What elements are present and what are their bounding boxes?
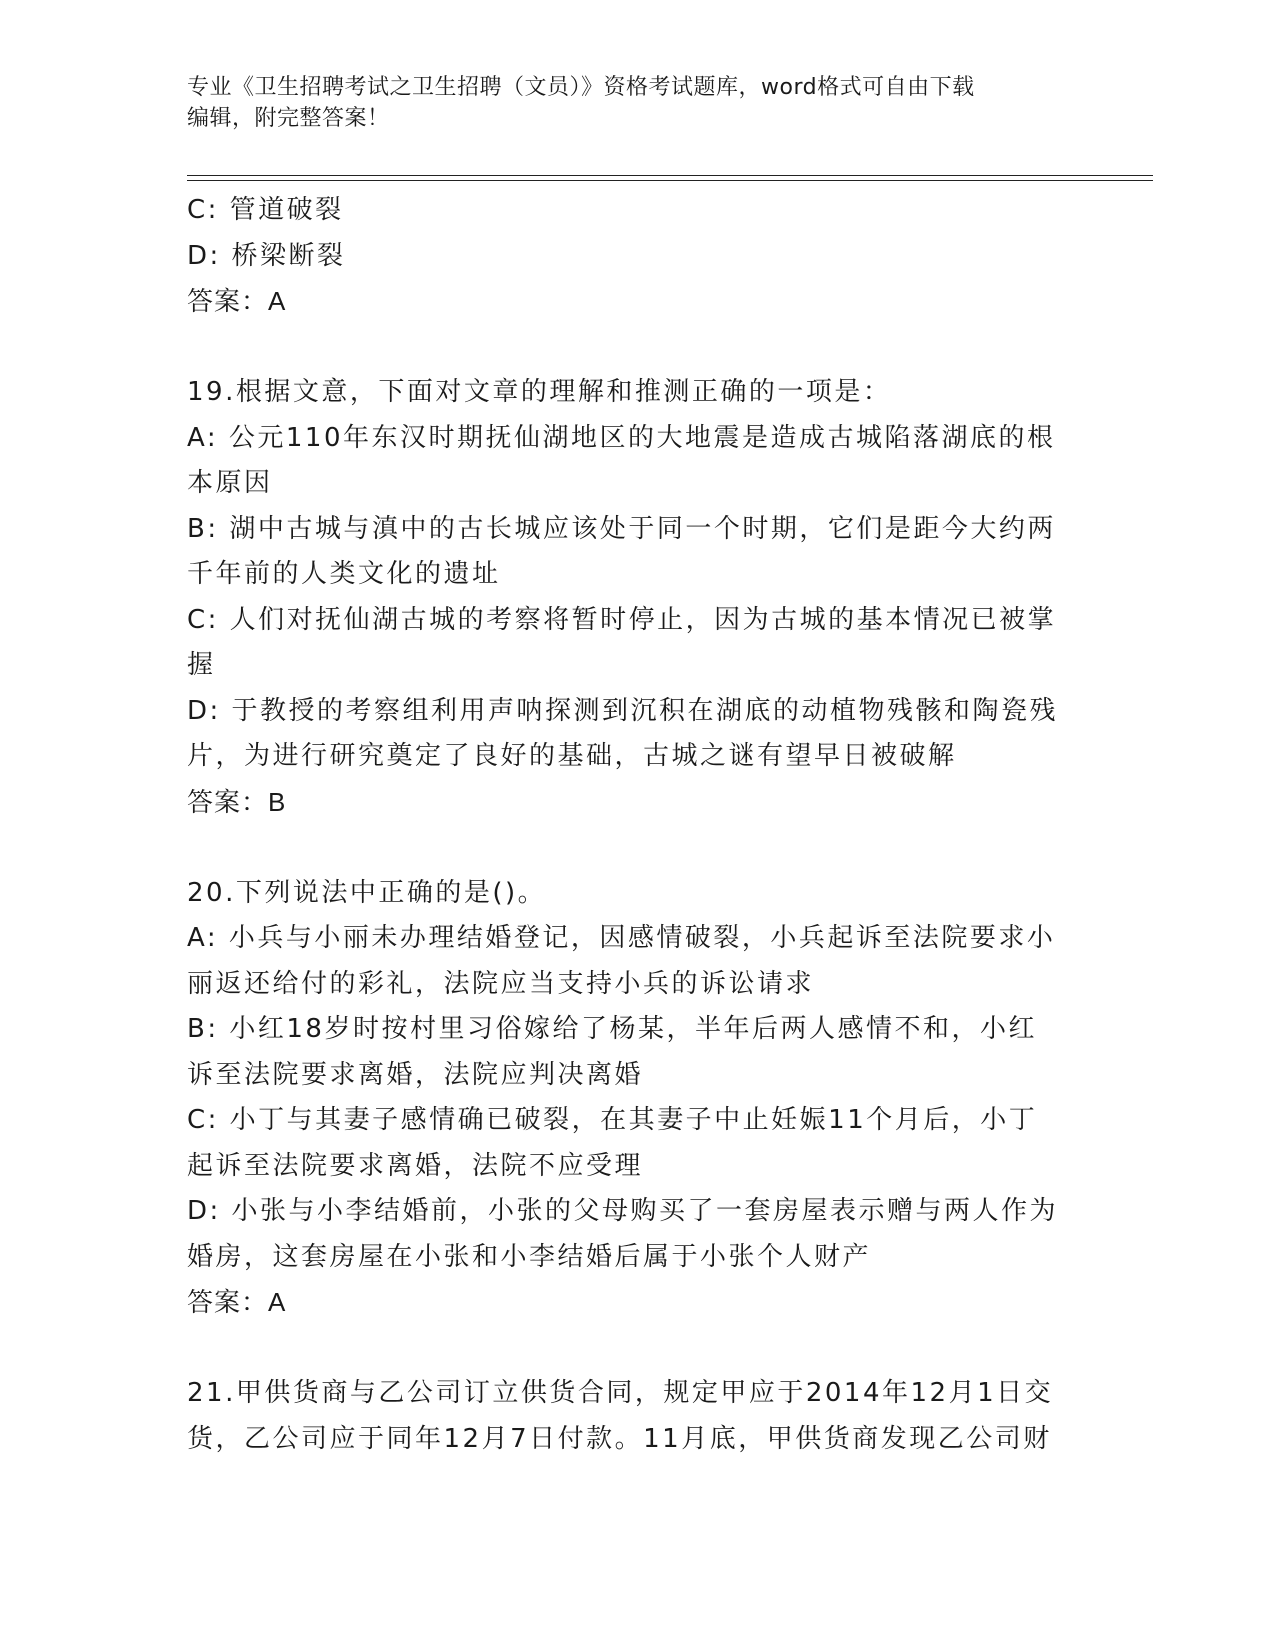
- question-18-tail: [187, 188, 1077, 325]
- q19-option-d-line-2: 片，为进行研究奠定了良好的基础，古城之谜有望早日被破解: [187, 741, 957, 771]
- q19-answer: 答案：B: [187, 786, 287, 817]
- q21-stem-line-1: 21.甲供货商与乙公司订立供货合同，规定甲应于2014年12月1日交: [187, 1378, 1054, 1408]
- header-divider-bottom: [187, 180, 1153, 181]
- q20-option-b-line-2: 诉至法院要求离婚，法院应判决离婚: [187, 1059, 644, 1090]
- document-header: [187, 72, 1087, 134]
- q20-option-c-line-1: C: 小丁与其妻子感情确已破裂，在其妻子中止妊娠11个月后，小丁: [187, 1105, 1038, 1135]
- q19-option-b-line-1: B: 湖中古城与滇中的古长城应该处于同一个时期，它们是距今大约两: [187, 513, 1056, 544]
- document-body: [187, 188, 1077, 1462]
- header-divider-top: [187, 175, 1153, 176]
- q20-option-d-line-2: 婚房，这套房屋在小张和小李结婚后属于小张个人财产: [187, 1241, 872, 1272]
- q19-option-b-line-2: 千年前的人类文化的遗址: [187, 559, 501, 589]
- q19-option-c-line-1: C: 人们对抚仙湖古城的考察将暂时停止，因为古城的基本情况已被掌: [187, 604, 1057, 635]
- q18-answer: 答案：A: [187, 286, 287, 316]
- q20-answer: 答案：A: [187, 1287, 287, 1317]
- q19-option-c-line-2: 握: [187, 650, 216, 680]
- q19-stem: 19.根据文意，下面对文章的理解和推测正确的一项是：: [187, 377, 892, 407]
- question-19: [187, 370, 1077, 825]
- q18-option-d: D: 桥梁断裂: [187, 240, 346, 271]
- q20-option-c-line-2: 起诉至法院要求离婚，法院不应受理: [187, 1150, 644, 1181]
- q20-option-a-line-1: A: 小兵与小丽未办理结婚登记，因感情破裂，小兵起诉至法院要求小: [187, 923, 1056, 953]
- question-21: [187, 1371, 1077, 1462]
- question-20: [187, 871, 1077, 1326]
- q20-option-b-line-1: B: 小红18岁时按村里习俗嫁给了杨某，半年后两人感情不和，小红: [187, 1014, 1037, 1044]
- spacer: [187, 325, 1077, 371]
- spacer: [187, 1326, 1077, 1372]
- header-line-1: 专业《卫生招聘考试之卫生招聘（文员）》资格考试题库，word格式可自由下载: [187, 75, 975, 100]
- header-line-2: 编辑，附完整答案！: [187, 106, 390, 131]
- q20-option-a-line-2: 丽返还给付的彩礼，法院应当支持小兵的诉讼请求: [187, 968, 815, 999]
- q18-option-c: C: 管道破裂: [187, 195, 344, 225]
- q21-stem-line-2: 货，乙公司应于同年12月7日付款。11月底，甲供货商发现乙公司财: [187, 1423, 1052, 1454]
- q19-option-a-line-1: A: 公元110年东汉时期抚仙湖地区的大地震是造成古城陷落湖底的根: [187, 422, 1056, 453]
- spacer: [187, 825, 1077, 871]
- q20-stem: 20.下列说法中正确的是()。: [187, 877, 547, 908]
- q19-option-a-line-2: 本原因: [187, 468, 273, 498]
- q20-option-d-line-1: D: 小张与小李结婚前，小张的父母购买了一套房屋表示赠与两人作为: [187, 1196, 1059, 1226]
- q19-option-d-line-1: D: 于教授的考察组利用声呐探测到沉积在湖底的动植物残骸和陶瓷残: [187, 695, 1059, 726]
